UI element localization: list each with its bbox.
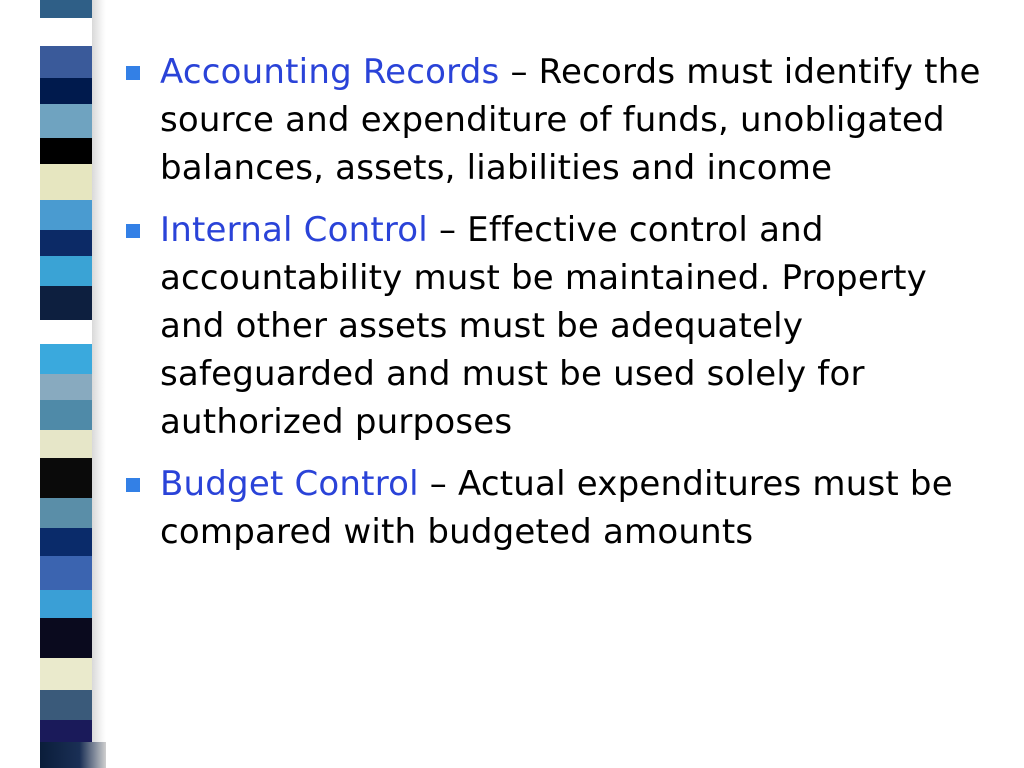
stripe-block [40, 230, 92, 256]
stripe-block [40, 344, 92, 374]
stripe-block [40, 374, 92, 400]
stripe-block [40, 498, 92, 528]
bullet-separator: – [418, 464, 459, 504]
square-bullet-icon [126, 224, 140, 238]
bullet-item-accounting-records [122, 48, 1002, 192]
stripe-block [40, 0, 92, 18]
square-bullet-icon [126, 66, 140, 80]
stripe-block [40, 590, 92, 618]
stripe-block [40, 78, 92, 104]
stripe-block [40, 556, 92, 590]
stripe-block [40, 164, 92, 200]
stripe-block [40, 458, 92, 498]
bullet-text: Actual expenditures must be compared with budgeted amounts [160, 464, 953, 552]
stripe-block [40, 18, 92, 46]
stripe-bottom-block [40, 742, 106, 768]
bullet-term: Budget Control [160, 464, 419, 504]
square-bullet-icon [126, 478, 140, 492]
stripe-block [40, 430, 92, 458]
decorative-stripe [40, 0, 92, 768]
stripe-block [40, 618, 92, 658]
bullet-list [122, 48, 1002, 570]
bullet-term: Accounting Records [160, 52, 500, 92]
bullet-term: Internal Control [160, 210, 428, 250]
stripe-block [40, 138, 92, 164]
stripe-shadow [92, 0, 106, 768]
bullet-separator: – [499, 52, 539, 92]
stripe-block [40, 528, 92, 556]
bullet-text: Records must identify the source and expenditure of funds, unobligated balances, assets, liabilities and income [160, 52, 981, 188]
stripe-block [40, 658, 92, 690]
stripe-block [40, 400, 92, 430]
stripe-block [40, 690, 92, 720]
stripe-block [40, 286, 92, 320]
stripe-block [40, 46, 92, 78]
bullet-item-budget-control [122, 460, 1002, 556]
bullet-text: Effective control and accountability must be maintained. Property and other assets must be adequately safeguarded and must be used solely for authorized purposes [160, 210, 927, 442]
bullet-separator: – [427, 210, 468, 250]
bullet-item-internal-control [122, 206, 1002, 446]
stripe-block [40, 104, 92, 138]
stripe-block [40, 200, 92, 230]
stripe-block [40, 256, 92, 286]
stripe-block [40, 320, 92, 344]
